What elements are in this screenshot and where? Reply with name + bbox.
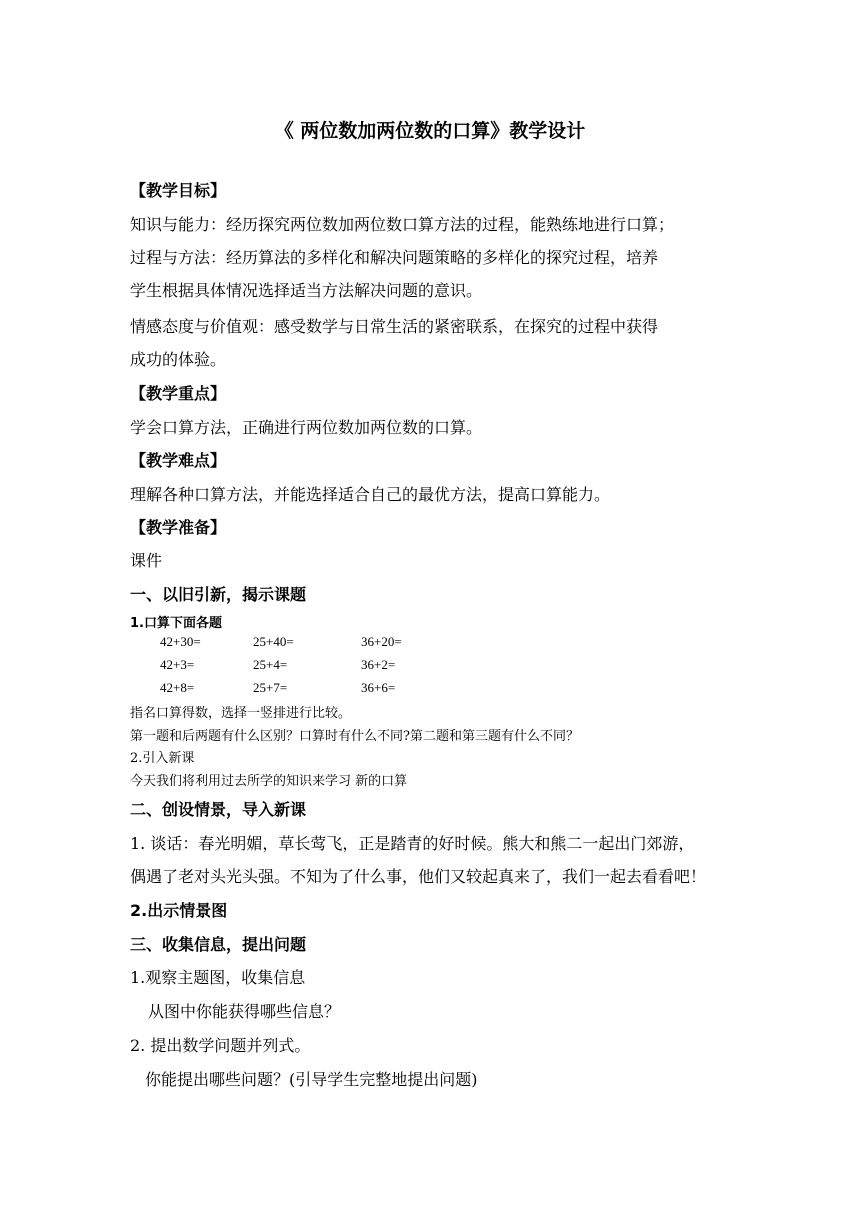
goal-line-2: 过程与方法：经历算法的多样化和解决问题策略的多样化的探究过程，培养 xyxy=(130,248,659,267)
equation: 25+40= xyxy=(253,634,294,649)
section3-item-1: 1.观察主题图，收集信息 xyxy=(130,968,306,987)
difficulty-heading: 【教学难点】 xyxy=(130,451,227,470)
difficulty-text: 理解各种口算方法，并能选择适合自己的最优方法，提高口算能力。 xyxy=(130,485,611,504)
prep-heading: 【教学准备】 xyxy=(130,518,227,537)
equation: 36+20= xyxy=(361,634,402,649)
goal-line-1: 知识与能力：经历探究两位数加两位数口算方法的过程，能熟练地进行口算； xyxy=(130,215,675,234)
equation: 36+2= xyxy=(361,657,396,672)
equation: 42+8= xyxy=(160,680,195,695)
section1-note-2: 第一题和后两题有什么区别？口算时有什么不同?第二题和第三题有什么不同？ xyxy=(130,729,579,744)
section1-sub1: 1.口算下面各题 xyxy=(130,616,222,631)
section3-question-1: 从图中你能获得哪些信息？ xyxy=(148,1002,341,1021)
section2-heading: 二、创设情景，导入新课 xyxy=(130,800,307,819)
equation: 36+6= xyxy=(361,680,396,695)
section1-heading: 一、以旧引新，揭示课题 xyxy=(130,585,307,604)
goal-line-4: 情感态度与价值观：感受数学与日常生活的紧密联系，在探究的过程中获得 xyxy=(130,317,659,336)
section1-note-3: 今天我们将利用过去所学的知识来学习 新的口算 xyxy=(130,774,408,789)
goal-heading: 【教学目标】 xyxy=(130,181,227,200)
key-heading: 【教学重点】 xyxy=(130,384,227,403)
prep-text: 课件 xyxy=(130,551,163,570)
section3-item-2: 2. 提出数学问题并列式。 xyxy=(130,1036,311,1055)
section3-heading: 三、收集信息，提出问题 xyxy=(130,935,307,954)
equation: 42+30= xyxy=(160,634,201,649)
goal-line-5: 成功的体验。 xyxy=(130,350,227,369)
goal-line-3: 学生根据具体情况选择适当方法解决问题的意识。 xyxy=(130,281,483,300)
section2-item-2: 2.出示情景图 xyxy=(130,901,228,920)
section3-question-2: 你能提出哪些问题？(引导学生完整地提出问题) xyxy=(145,1070,478,1089)
equation: 25+7= xyxy=(253,680,288,695)
equation: 25+4= xyxy=(253,657,288,672)
section2-line-2: 偶遇了老对头光头强。不知为了什么事，他们又较起真来了，我们一起去看看吧！ xyxy=(130,867,707,886)
equation: 42+3= xyxy=(160,657,195,672)
document-title: 《 两位数加两位数的口算》教学设计 xyxy=(274,120,586,142)
section2-line-1: 1. 谈话：春光明媚，草长莺飞，正是踏青的好时候。熊大和熊二一起出门郊游， xyxy=(130,834,695,853)
section1-note-1: 指名口算得数，选择一竖排进行比较。 xyxy=(130,706,352,721)
section1-sub2: 2.引入新课 xyxy=(130,751,195,766)
key-text: 学会口算方法，正确进行两位数加两位数的口算。 xyxy=(130,418,483,437)
